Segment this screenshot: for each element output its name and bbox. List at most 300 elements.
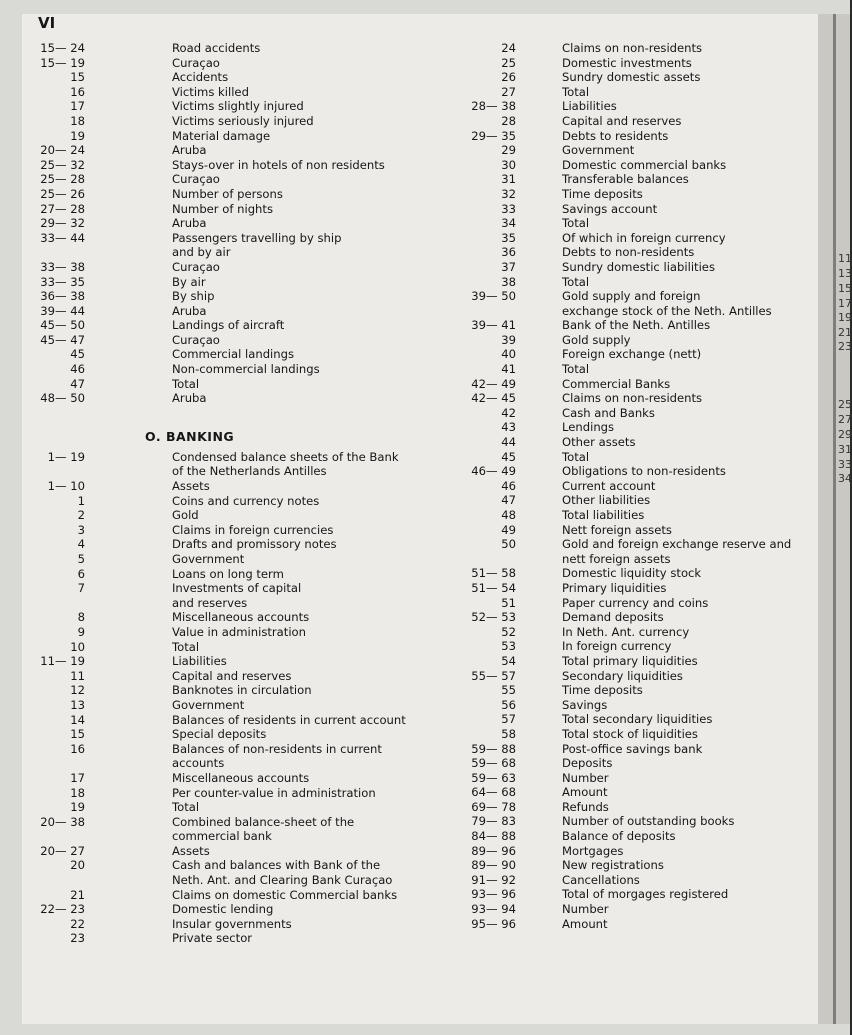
index-entry <box>440 669 820 684</box>
index-entry <box>440 873 820 888</box>
table-number-range: 15 <box>70 70 85 85</box>
entry-label: Time deposits <box>562 186 643 201</box>
index-entry <box>0 873 460 888</box>
entry-label: Bank of the Neth. Antilles <box>562 318 711 333</box>
table-number-range: 57 <box>501 712 516 727</box>
entry-label: Gold <box>172 508 199 523</box>
index-entry <box>0 289 460 304</box>
index-entry <box>0 318 460 333</box>
index-entry <box>440 829 820 844</box>
table-number-range: 29— 32 <box>40 216 85 231</box>
entry-label: Refunds <box>562 799 609 814</box>
entry-label: Debts to non-residents <box>562 245 695 260</box>
index-entry <box>440 523 820 538</box>
entry-label: Aruba <box>172 303 207 318</box>
entry-label: Of which in foreign currency <box>562 230 726 245</box>
entry-label: Total stock of liquidities <box>562 726 698 741</box>
entry-label: Primary liquidities <box>562 580 667 595</box>
table-number-range: 40 <box>501 347 516 362</box>
entry-label: Landings of aircraft <box>172 318 285 333</box>
index-entry <box>440 187 820 202</box>
table-number-range: 39 <box>501 332 516 347</box>
index-entry <box>440 41 820 56</box>
edge-fragment-text: 25 <box>838 398 852 411</box>
entry-label: Secondary liquidities <box>562 668 683 683</box>
index-entry <box>440 406 820 421</box>
table-number-range: 93— 96 <box>471 887 516 902</box>
entry-label: New registrations <box>562 858 664 873</box>
entry-label: Liabilities <box>172 654 227 669</box>
index-entry <box>440 537 820 552</box>
entry-label: Other liabilities <box>562 493 651 508</box>
table-number-range: 20— 38 <box>40 814 85 829</box>
table-number-range: 36— 38 <box>40 289 85 304</box>
table-number-range: 32 <box>501 186 516 201</box>
table-number-range: 43 <box>501 420 516 435</box>
table-number-range: 89— 90 <box>471 858 516 873</box>
index-entry <box>440 362 820 377</box>
entry-label: Neth. Ant. and Clearing Bank Curaçao <box>172 873 393 888</box>
entry-label: Lendings <box>562 420 615 435</box>
entry-label: Gold supply <box>562 332 631 347</box>
table-number-range: 33— 44 <box>40 230 85 245</box>
entry-label: Aruba <box>172 143 207 158</box>
index-entry <box>440 158 820 173</box>
entry-label: Balances of non-residents in current <box>172 741 382 756</box>
index-entry <box>0 464 460 479</box>
index-entry <box>0 202 460 217</box>
table-number-range: 19 <box>70 128 85 143</box>
entry-label: Number of outstanding books <box>562 814 735 829</box>
entry-label: Domestic investments <box>562 55 692 70</box>
table-number-range: 55— 57 <box>471 668 516 683</box>
table-number-range: 4 <box>77 537 85 552</box>
entry-label: Balance of deposits <box>562 829 676 844</box>
index-entry <box>440 391 820 406</box>
table-number-range: 27 <box>501 84 516 99</box>
entry-label: Post-office savings bank <box>562 741 703 756</box>
right-column <box>440 41 820 931</box>
table-number-range: 8 <box>77 610 85 625</box>
table-number-range: 39— 50 <box>471 289 516 304</box>
table-number-range: 6 <box>77 566 85 581</box>
entry-label: Aruba <box>172 391 207 406</box>
index-entry <box>440 625 820 640</box>
edge-fragment-text: 13 <box>838 267 852 280</box>
entry-label: Savings account <box>562 201 658 216</box>
index-entry <box>440 639 820 654</box>
index-entry <box>0 917 460 932</box>
table-number-range: 29— 35 <box>471 128 516 143</box>
entry-label: accounts <box>172 756 225 771</box>
entry-label: Transferable balances <box>562 172 689 187</box>
index-entry <box>440 756 820 771</box>
entry-label: Claims in foreign currencies <box>172 522 334 537</box>
index-entry <box>440 70 820 85</box>
index-entry <box>0 172 460 187</box>
entry-label: Number of nights <box>172 201 273 216</box>
edge-fragment-text: 19 <box>838 311 852 324</box>
entry-label: Curaçao <box>172 55 220 70</box>
edge-fragment-text: 15 <box>838 282 852 295</box>
entry-label: In Neth. Ant. currency <box>562 624 690 639</box>
table-number-range: 59— 68 <box>471 756 516 771</box>
table-number-range: 2 <box>77 508 85 523</box>
entry-label: Capital and reserves <box>562 113 682 128</box>
edge-fragment-text: 33 <box>838 458 852 471</box>
index-entry <box>0 377 460 392</box>
table-number-range: 1— 19 <box>47 449 85 464</box>
table-number-range: 49 <box>501 522 516 537</box>
index-entry <box>0 216 460 231</box>
index-entry <box>440 712 820 727</box>
table-number-range: 25— 26 <box>40 186 85 201</box>
table-number-range: 11— 19 <box>40 654 85 669</box>
entry-label: Victims killed <box>172 84 249 99</box>
table-number-range: 16 <box>70 84 85 99</box>
table-number-range: 26 <box>501 70 516 85</box>
entry-label: Private sector <box>172 931 253 946</box>
entry-label: Total <box>172 639 200 654</box>
index-entry <box>440 596 820 611</box>
entry-label: Cash and Banks <box>562 405 655 420</box>
entry-label: exchange stock of the Neth. Antilles <box>562 303 772 318</box>
entry-label: Gold and foreign exchange reserve and <box>562 537 792 552</box>
table-number-range: 38 <box>501 274 516 289</box>
index-entry <box>440 172 820 187</box>
entry-label: Time deposits <box>562 683 643 698</box>
index-entry <box>440 377 820 392</box>
entry-label: In foreign currency <box>562 639 672 654</box>
entry-label: Government <box>562 143 635 158</box>
index-entry <box>440 654 820 669</box>
entry-label: Capital and reserves <box>172 668 292 683</box>
table-number-range: 46 <box>70 362 85 377</box>
index-entry <box>0 931 460 946</box>
entry-label: Amount <box>562 916 608 931</box>
table-number-range: 33— 35 <box>40 274 85 289</box>
entry-label: Victims slightly injured <box>172 99 304 114</box>
edge-fragment-text: 21 <box>838 326 852 339</box>
table-number-range: 44 <box>501 435 516 450</box>
entry-label: Per counter-value in administration <box>172 785 376 800</box>
table-number-range: 51— 54 <box>471 580 516 595</box>
table-number-range: 47 <box>501 493 516 508</box>
index-entry <box>0 669 460 684</box>
index-entry <box>0 625 460 640</box>
index-entry <box>0 815 460 830</box>
table-number-range: 58 <box>501 726 516 741</box>
table-number-range: 29 <box>501 143 516 158</box>
index-entry <box>440 698 820 713</box>
index-entry <box>440 129 820 144</box>
table-number-range: 45 <box>501 449 516 464</box>
table-number-range: 25— 32 <box>40 157 85 172</box>
index-entry <box>0 727 460 742</box>
table-number-range: 69— 78 <box>471 799 516 814</box>
entry-label: Nett foreign assets <box>562 522 672 537</box>
index-entry <box>0 362 460 377</box>
entry-label: Curaçao <box>172 172 220 187</box>
index-entry <box>0 260 460 275</box>
table-number-range: 17 <box>70 99 85 114</box>
index-entry <box>440 785 820 800</box>
index-entry <box>440 318 820 333</box>
entry-label: Accidents <box>172 70 229 85</box>
index-entry <box>0 654 460 669</box>
index-entry <box>0 347 460 362</box>
entry-label: Total <box>562 449 590 464</box>
index-entry <box>440 304 820 319</box>
index-entry <box>440 289 820 304</box>
table-number-range: 20— 27 <box>40 843 85 858</box>
index-entry <box>0 231 460 246</box>
index-entry <box>0 479 460 494</box>
table-number-range: 12 <box>70 683 85 698</box>
table-number-range: 37 <box>501 259 516 274</box>
table-number-range: 20— 24 <box>40 143 85 158</box>
table-number-range: 5 <box>77 552 85 566</box>
table-number-range: 20 <box>70 858 85 873</box>
index-entry <box>440 742 820 757</box>
index-entry <box>0 304 460 319</box>
entry-label: Deposits <box>562 756 613 771</box>
index-entry <box>440 275 820 290</box>
table-number-range: 31 <box>501 172 516 187</box>
entry-label: Drafts and promissory notes <box>172 537 337 552</box>
index-entry <box>0 888 460 903</box>
entry-label: and reserves <box>172 595 248 610</box>
index-entry <box>440 508 820 523</box>
table-number-range: 47 <box>70 376 85 391</box>
table-number-range: 59— 63 <box>471 770 516 785</box>
index-entry <box>0 829 460 844</box>
table-number-range: 18 <box>70 113 85 128</box>
table-number-range: 84— 88 <box>471 829 516 844</box>
entry-label: of the Netherlands Antilles <box>172 464 327 479</box>
table-number-range: 1— 10 <box>47 479 85 494</box>
entry-label: Victims seriously injured <box>172 113 314 128</box>
index-entry <box>440 435 820 450</box>
index-entry <box>0 494 460 509</box>
entry-label: Government <box>172 697 245 712</box>
table-number-range: 24 <box>501 41 516 55</box>
index-entry <box>0 858 460 873</box>
table-number-range: 34 <box>501 216 516 231</box>
index-entry <box>440 771 820 786</box>
table-number-range: 9 <box>77 624 85 639</box>
entry-label: Commercial landings <box>172 347 295 362</box>
index-entry <box>440 464 820 479</box>
table-number-range: 17 <box>70 770 85 785</box>
entry-label: Stays-over in hotels of non residents <box>172 157 385 172</box>
index-entry <box>0 450 460 465</box>
entry-label: Foreign exchange (nett) <box>562 347 702 362</box>
entry-label: nett foreign assets <box>562 551 671 566</box>
table-number-range: 15 <box>70 727 85 742</box>
entry-label: Total <box>562 84 590 99</box>
index-entry <box>0 552 460 567</box>
table-number-range: 93— 94 <box>471 902 516 917</box>
index-entry <box>440 610 820 625</box>
table-number-range: 53 <box>501 639 516 654</box>
entry-label: Government <box>172 552 245 566</box>
table-number-range: 15— 24 <box>40 41 85 55</box>
index-entry <box>440 493 820 508</box>
table-number-range: 50 <box>501 537 516 552</box>
index-entry <box>0 187 460 202</box>
entry-label: Curaçao <box>172 259 220 274</box>
edge-fragment-text: 34 <box>838 472 852 485</box>
table-number-range: 45— 47 <box>40 332 85 347</box>
index-entry <box>440 420 820 435</box>
index-entry <box>440 99 820 114</box>
table-number-range: 36 <box>501 245 516 260</box>
table-number-range: 41 <box>501 362 516 377</box>
index-entry <box>440 85 820 100</box>
entry-label: Aruba <box>172 216 207 231</box>
entry-label: Number of persons <box>172 186 283 201</box>
index-entry <box>440 347 820 362</box>
table-number-range: 39— 44 <box>40 303 85 318</box>
table-number-range: 18 <box>70 785 85 800</box>
index-entry <box>0 143 460 158</box>
table-number-range: 45— 50 <box>40 318 85 333</box>
entry-label: Total <box>172 800 200 815</box>
table-number-range: 55 <box>501 683 516 698</box>
table-number-range: 33 <box>501 201 516 216</box>
table-number-range: 42— 45 <box>471 391 516 406</box>
index-entry <box>440 800 820 815</box>
index-entry <box>440 814 820 829</box>
entry-label: Non-commercial landings <box>172 362 320 377</box>
index-entry <box>440 450 820 465</box>
entry-label: Cash and balances with Bank of the <box>172 858 381 873</box>
table-number-range: 56 <box>501 697 516 712</box>
index-entry <box>0 391 460 406</box>
index-entry <box>440 216 820 231</box>
table-number-range: 39— 41 <box>471 318 516 333</box>
entry-label: Domestic liquidity stock <box>562 566 702 581</box>
table-number-range: 54 <box>501 653 516 668</box>
index-entry <box>0 844 460 859</box>
entry-label: Other assets <box>562 435 636 450</box>
index-entry <box>440 917 820 932</box>
table-number-range: 14 <box>70 712 85 727</box>
index-entry <box>0 245 460 260</box>
entry-label: Special deposits <box>172 727 267 742</box>
table-number-range: 79— 83 <box>471 814 516 829</box>
table-number-range: 11 <box>70 668 85 683</box>
entry-label: Commercial Banks <box>562 376 671 391</box>
table-number-range: 33— 38 <box>40 259 85 274</box>
index-entry <box>0 114 460 129</box>
index-entry <box>0 275 460 290</box>
entry-label: Claims on domestic Commercial banks <box>172 887 398 902</box>
entry-label: Sundry domestic liabilities <box>562 259 715 274</box>
entry-label: Gold supply and foreign <box>562 289 701 304</box>
entry-label: Total <box>562 216 590 231</box>
entry-label: Cancellations <box>562 872 640 887</box>
edge-fragment-text: 23 <box>838 340 852 353</box>
table-number-range: 13 <box>70 697 85 712</box>
table-number-range: 45 <box>70 347 85 362</box>
index-entry <box>440 202 820 217</box>
entry-label: Miscellaneous accounts <box>172 610 310 625</box>
table-number-range: 28 <box>501 113 516 128</box>
entry-label: Domestic lending <box>172 902 274 917</box>
entry-label: Sundry domestic assets <box>562 70 701 85</box>
table-number-range: 46 <box>501 478 516 493</box>
index-entry <box>440 887 820 902</box>
index-entry <box>0 523 460 538</box>
entry-label: and by air <box>172 245 231 260</box>
entry-label: Loans on long term <box>172 566 284 581</box>
index-entry <box>0 567 460 582</box>
table-number-range: 95— 96 <box>471 916 516 931</box>
entry-label: Coins and currency notes <box>172 493 320 508</box>
section-heading: O. BANKING <box>145 429 235 444</box>
index-entry <box>440 143 820 158</box>
table-number-range: 46— 49 <box>471 464 516 479</box>
entry-label: Passengers travelling by ship <box>172 230 342 245</box>
index-entry <box>0 742 460 757</box>
index-entry <box>440 566 820 581</box>
entry-label: Amount <box>562 785 608 800</box>
entry-label: Road accidents <box>172 41 261 55</box>
table-number-range: 1 <box>77 493 85 508</box>
table-number-range: 28— 38 <box>471 99 516 114</box>
index-entry <box>440 56 820 71</box>
table-number-range: 27— 28 <box>40 201 85 216</box>
entry-label: Total <box>562 274 590 289</box>
table-number-range: 3 <box>77 522 85 537</box>
table-number-range: 35 <box>501 230 516 245</box>
index-entry <box>0 333 460 348</box>
table-number-range: 91— 92 <box>471 872 516 887</box>
entry-label: Claims on non-residents <box>562 41 703 55</box>
index-entry <box>0 713 460 728</box>
entry-label: commercial bank <box>172 829 272 844</box>
transport-entries <box>0 41 460 406</box>
entry-label: Condensed balance sheets of the Bank <box>172 449 399 464</box>
binding-shadow <box>833 14 836 1024</box>
entry-label: Current account <box>562 478 656 493</box>
entry-label: Liabilities <box>562 99 617 114</box>
table-number-range: 48— 50 <box>40 391 85 406</box>
entry-label: Value in administration <box>172 624 306 639</box>
entry-label: Paper currency and coins <box>562 595 709 610</box>
index-entry <box>0 56 460 71</box>
edge-fragment-text: 27 <box>838 413 852 426</box>
table-number-range: 21 <box>70 887 85 902</box>
table-number-range: 42— 49 <box>471 376 516 391</box>
index-entry <box>440 245 820 260</box>
index-entry <box>440 858 820 873</box>
entry-label: By ship <box>172 289 215 304</box>
entry-label: Debts to residents <box>562 128 669 143</box>
index-entry <box>440 552 820 567</box>
edge-fragment-text: 31 <box>838 443 852 456</box>
entry-label: Banknotes in circulation <box>172 683 312 698</box>
entry-label: Insular governments <box>172 916 292 931</box>
entry-label: Combined balance-sheet of the <box>172 814 355 829</box>
index-entry <box>0 786 460 801</box>
table-number-range: 30 <box>501 157 516 172</box>
table-number-range: 25— 28 <box>40 172 85 187</box>
table-number-range: 59— 88 <box>471 741 516 756</box>
index-entry <box>440 260 820 275</box>
